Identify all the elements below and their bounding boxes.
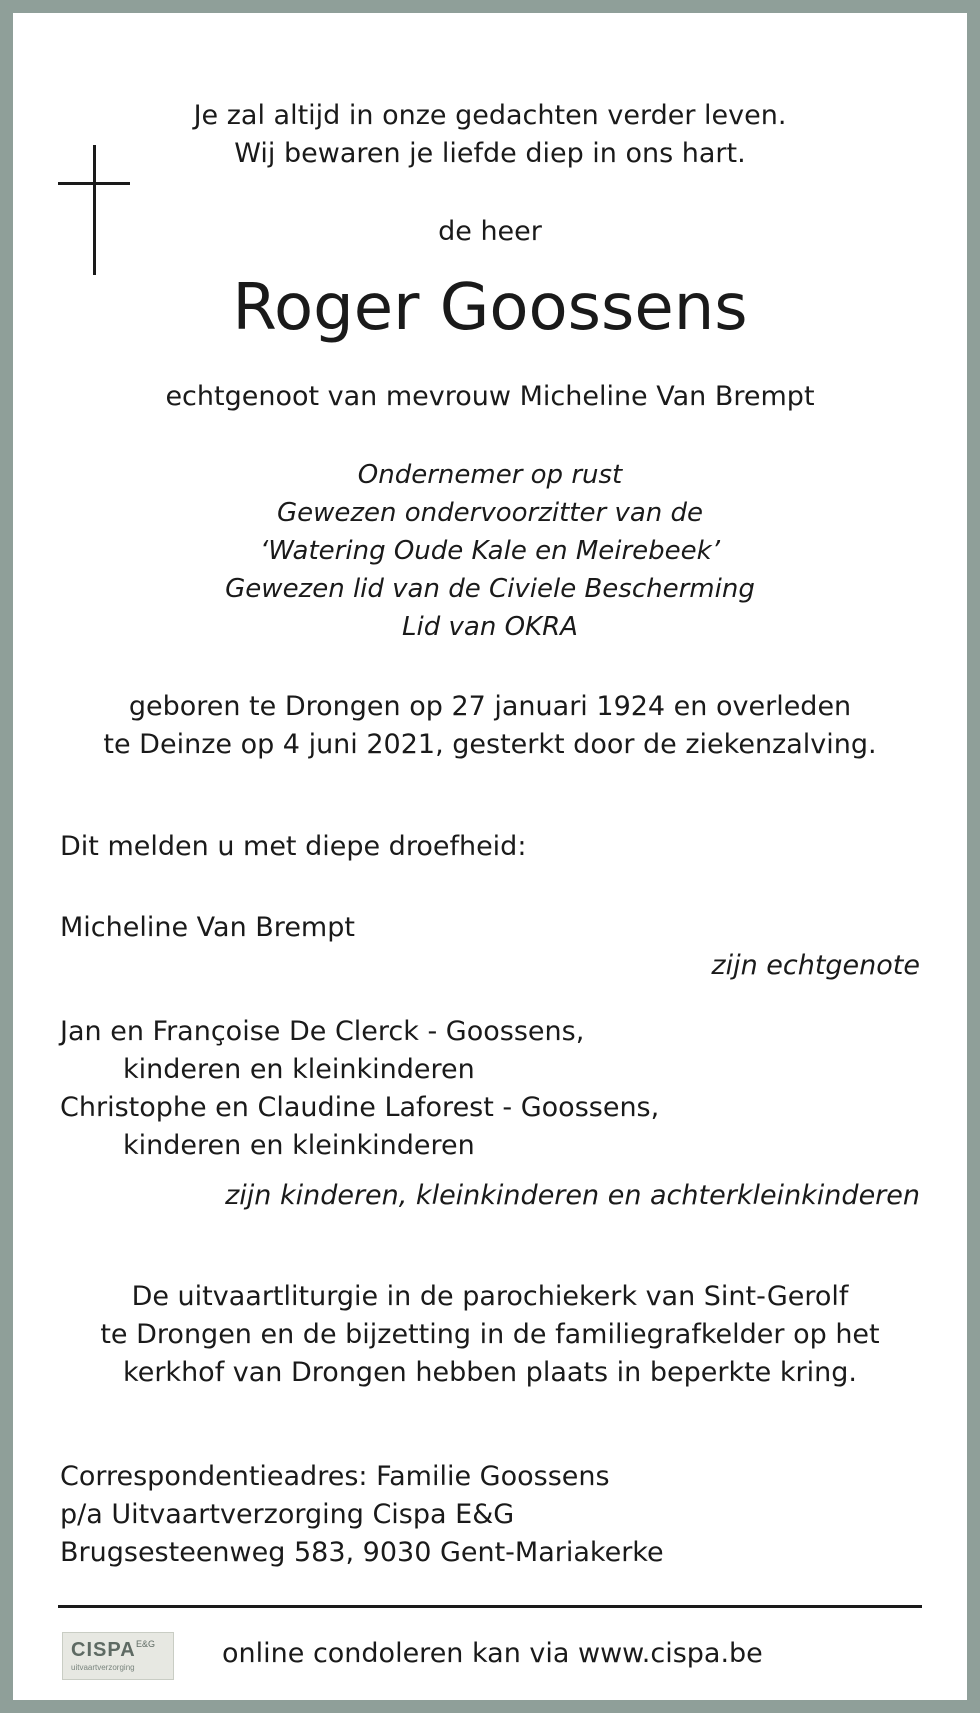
title-line: Gewezen lid van de Civiele Bescherming: [225, 574, 755, 604]
dates-line-1: geboren te Drongen op 27 januari 1924 en overleden: [128, 691, 852, 722]
correspondence-line-3: Brugsesteenweg 583, 9030 Gent-Mariakerke: [60, 1537, 664, 1568]
cispa-logo: [62, 1632, 174, 1680]
funeral-line-1: De uitvaartliturgie in de parochiekerk van Sint-Gerolf: [131, 1281, 849, 1312]
logo-sub: uitvaartverzorging: [71, 1663, 135, 1672]
correspondence-line-1: Correspondentieadres: Familie Goossens: [60, 1461, 610, 1492]
dates-line-2: te Deinze op 4 juni 2021, gesterkt door de ziekenzalving.: [103, 729, 877, 760]
child-sub: kinderen en kleinkinderen: [123, 1054, 475, 1085]
title-line: Gewezen ondervoorzitter van de: [276, 498, 704, 528]
title-line: Ondernemer op rust: [357, 460, 623, 490]
salutation: de heer: [438, 216, 542, 247]
children-role: zijn kinderen, kleinkinderen en achterkleinkinderen: [225, 1180, 920, 1211]
child-name: Jan en Françoise De Clerck - Goossens,: [60, 1016, 585, 1047]
child-name: Christophe en Claudine Laforest - Goossens,: [60, 1092, 660, 1123]
spouse-role: zijn echtgenote: [711, 950, 920, 981]
spouse-line: echtgenoot van mevrouw Micheline Van Brempt: [165, 381, 815, 412]
divider: [58, 1605, 922, 1608]
logo-sup: E&G: [136, 1639, 156, 1649]
spouse-name: Micheline Van Brempt: [60, 912, 355, 943]
deceased-name: Roger Goossens: [232, 271, 748, 345]
title-line: Lid van OKRA: [402, 612, 578, 642]
cross-icon-bar: [58, 182, 130, 185]
announcement: Dit melden u met diepe droefheid:: [60, 831, 527, 862]
online-condolence-text: online condoleren kan via www.cispa.be: [222, 1638, 763, 1669]
quote-line-2: Wij bewaren je liefde diep in ons hart.: [234, 138, 746, 169]
quote-line-1: Je zal altijd in onze gedachten verder leven.: [193, 100, 787, 131]
correspondence-line-2: p/a Uitvaartverzorging Cispa E&G: [60, 1499, 515, 1530]
child-sub: kinderen en kleinkinderen: [123, 1130, 475, 1161]
logo-text: CISPA: [71, 1639, 136, 1661]
title-line: ‘Watering Oude Kale en Meirebeek’: [260, 536, 720, 566]
funeral-line-3: kerkhof van Drongen hebben plaats in beperkte kring.: [123, 1357, 857, 1388]
funeral-line-2: te Drongen en de bijzetting in de familiegrafkelder op het: [100, 1319, 880, 1350]
